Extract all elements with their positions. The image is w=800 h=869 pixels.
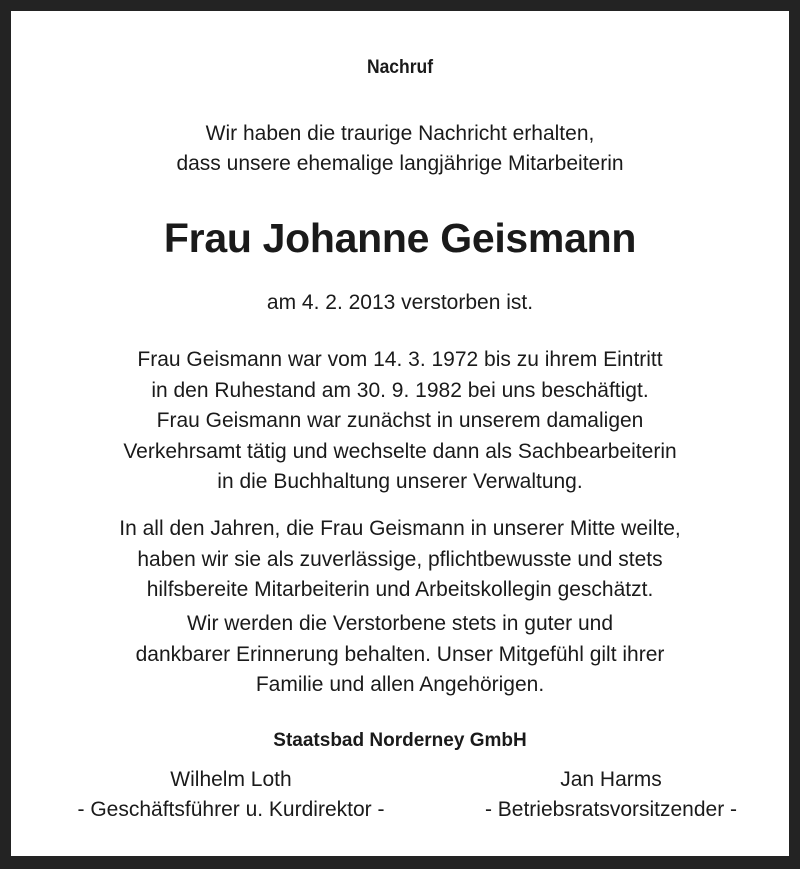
- paragraph-employment: [11, 345, 789, 498]
- paragraph-line: Frau Geismann war vom 14. 3. 1972 bis zu ihrem Eintritt: [137, 348, 663, 371]
- paragraph-line: dankbarer Erinnerung behalten. Unser Mitgefühl gilt ihrer: [135, 642, 665, 666]
- paragraph-condolence: [11, 609, 789, 701]
- paragraph-line: in die Buchhaltung unserer Verwaltung.: [217, 470, 583, 493]
- paragraph-line: Frau Geismann war zunächst in unserem damaligen: [156, 409, 644, 432]
- paragraph-line: Familie und allen Angehörigen.: [255, 673, 545, 696]
- signatory-name: Wilhelm Loth: [170, 768, 292, 791]
- paragraph-line: haben wir sie als zuverlässige, pflichtbewusste und stets: [137, 547, 663, 571]
- signatory-title: - Geschäftsführer u. Kurdirektor -: [77, 798, 385, 821]
- death-statement: am 4. 2. 2013 verstorben ist.: [266, 291, 534, 314]
- paragraph-line: Verkehrsamt tätig und wechselte dann als Sachbearbeiterin: [123, 439, 677, 463]
- intro-text: [11, 119, 789, 179]
- paragraph-line: hilfsbereite Mitarbeiterin und Arbeitskollegin geschätzt.: [146, 578, 654, 601]
- obituary-notice: [11, 11, 789, 856]
- paragraph-line: in den Ruhestand am 30. 9. 1982 bei uns beschäftigt.: [151, 378, 649, 402]
- paragraph-appreciation: [11, 514, 789, 606]
- signatory-left: [51, 765, 411, 825]
- paragraph-line: In all den Jahren, die Frau Geismann in unserer Mitte weilte,: [119, 517, 681, 540]
- notice-heading: Nachruf: [366, 57, 434, 78]
- deceased-name: Frau Johanne Geismann: [163, 215, 637, 261]
- signatory-title: - Betriebsratsvorsitzender -: [484, 798, 738, 821]
- organization-name: Staatsbad Norderney GmbH: [273, 730, 527, 751]
- intro-line: Wir haben die traurige Nachricht erhalten,: [205, 122, 595, 145]
- paragraph-line: Wir werden die Verstorbene stets in guter und: [186, 612, 614, 635]
- intro-line: dass unsere ehemalige langjährige Mitarbeiterin: [176, 152, 624, 175]
- signatory-name: Jan Harms: [560, 768, 662, 791]
- signatory-right: [431, 765, 791, 825]
